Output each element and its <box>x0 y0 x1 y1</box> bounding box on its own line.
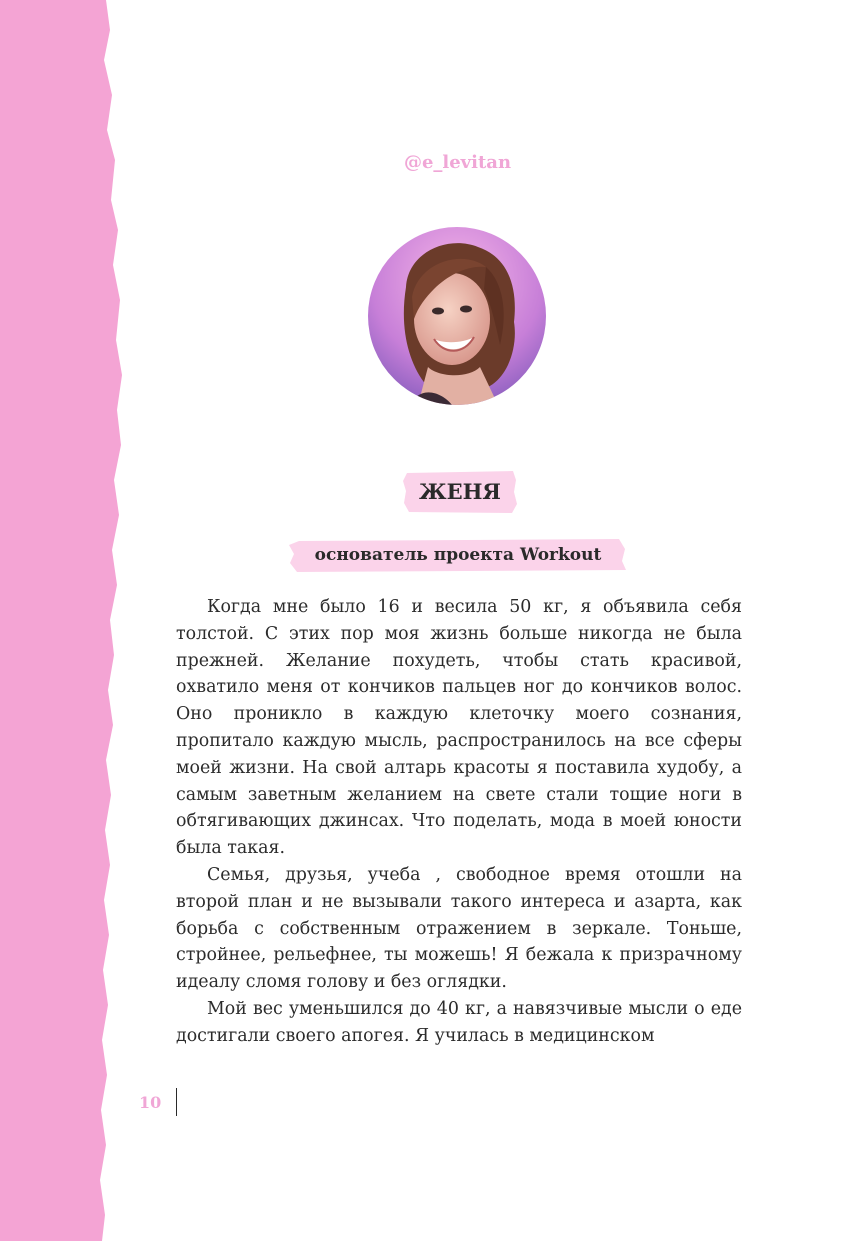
torn-paper-strip <box>0 0 130 1241</box>
social-handle: @e_levitan <box>403 152 512 173</box>
portrait-photo-icon <box>368 227 546 405</box>
page-number: 10 <box>139 1093 162 1112</box>
avatar <box>368 227 546 405</box>
person-name: ЖЕНЯ <box>419 479 501 504</box>
person-role: основатель проекта Workout <box>314 545 602 565</box>
page-number-divider <box>176 1088 177 1116</box>
paragraph: Когда мне было 16 и весила 50 кг, я объявила себя толстой. С этих пор моя жизнь больше никогда не была прежней. Желание похудеть, чтобы стать красивой, охватило меня от кончиков пальцев ног до кончиков волос. Оно проникло в каждую клеточку моего сознания, пропитало каждую мысль, распространилось на все сферы моей жизни. На свой алтарь красоты я поставила худобу, а самым заветным желанием на свете стали тощие ноги в обтягивающих джинсах. Что поделать, мода в моей юности была такая. <box>176 597 742 859</box>
name-badge <box>403 470 517 514</box>
role-badge <box>289 537 627 573</box>
paragraph: Мой вес уменьшился до 40 кг, а навязчивые мысли о еде достигали своего апогея. Я училась в медицинском <box>176 998 742 1046</box>
paragraph: Семья, друзья, учеба , свободное время отошли на второй план и не вызывали такого интереса и азарта, как борьба с собственным отражением в зеркале. Тоньше, стройнее, рельефнее, ты можешь! Я бежала к призрачному идеалу сломя голову и без оглядки. <box>176 864 742 993</box>
article-body <box>176 594 742 1050</box>
